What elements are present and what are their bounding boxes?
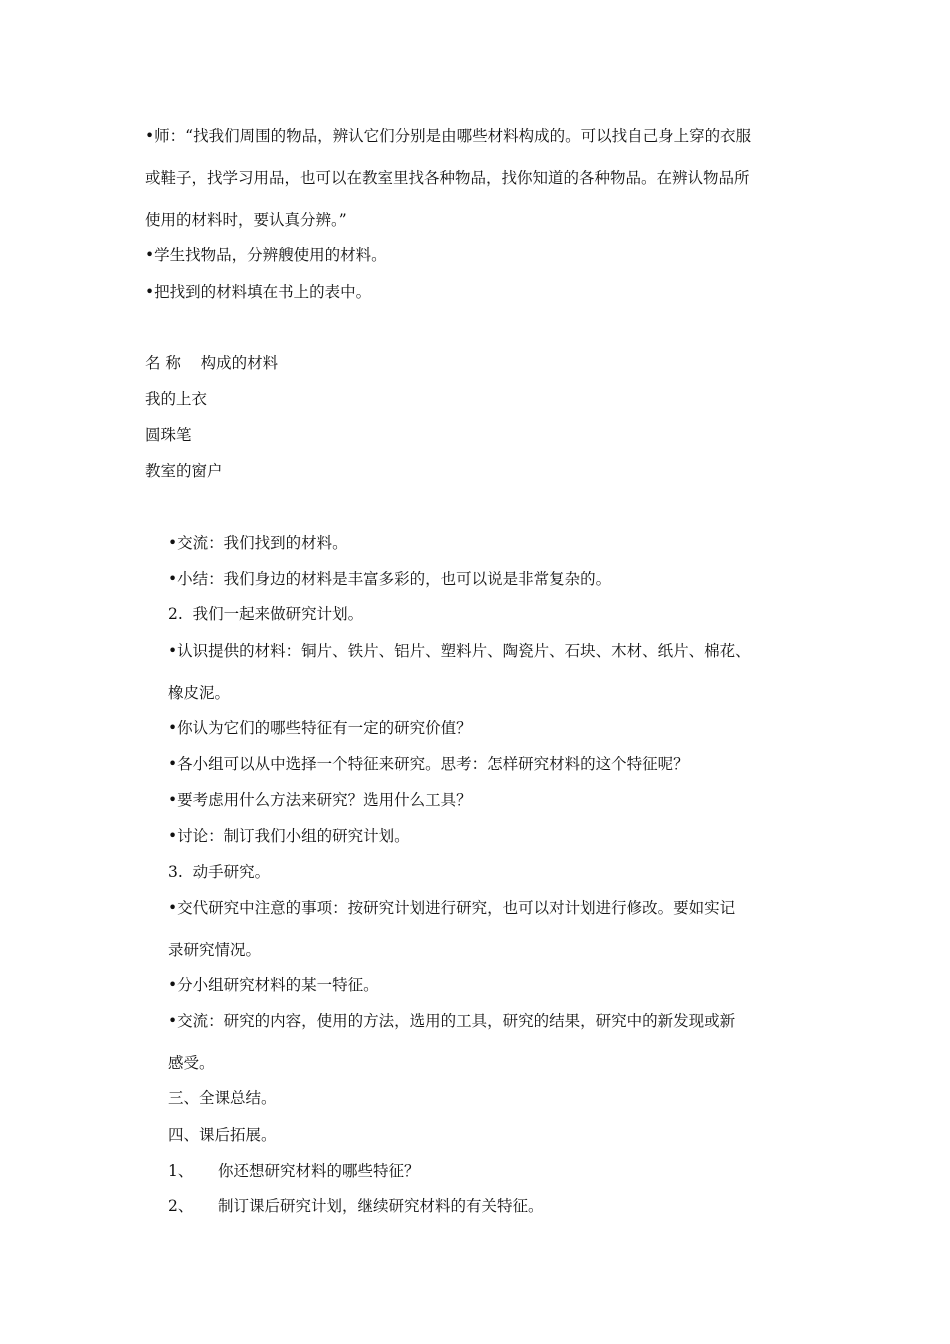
table-row: 教室的窗户 xyxy=(145,462,223,480)
paragraph-line: 录研究情况。 xyxy=(168,941,262,959)
paragraph-line: •交流：研究的内容，使用的方法，选用的工具，研究的结果，研究中的新发现或新 xyxy=(168,1012,736,1030)
paragraph-line: •交流：我们找到的材料。 xyxy=(168,534,348,552)
section-heading: 2. 我们一起来做研究计划。 xyxy=(168,605,364,623)
paragraph-line: •各小组可以从中选择一个特征来研究。思考：怎样研究材料的这个特征呢？ xyxy=(168,755,689,773)
paragraph-line: •小结：我们身边的材料是丰富多彩的，也可以说是非常复杂的。 xyxy=(168,570,612,588)
table-header: 名 称 构成的材料 xyxy=(145,354,279,372)
paragraph-line: 橡皮泥。 xyxy=(168,684,231,702)
section-heading: 3. 动手研究。 xyxy=(168,863,271,881)
paragraph-line: •把找到的材料填在书上的表中。 xyxy=(145,283,372,301)
paragraph-line: 感受。 xyxy=(168,1054,215,1072)
table-row: 我的上衣 xyxy=(145,390,208,408)
paragraph-line: •交代研究中注意的事项：按研究计划进行研究，也可以对计划进行修改。要如实记 xyxy=(168,899,736,917)
paragraph-line: •你认为它们的哪些特征有一定的研究价值？ xyxy=(168,719,472,737)
paragraph-line: •认识提供的材料：铜片、铁片、铝片、塑料片、陶瓷片、石块、木材、纸片、棉花、 xyxy=(168,642,751,660)
paragraph-line: •讨论：制订我们小组的研究计划。 xyxy=(168,827,410,845)
table-row: 圆珠笔 xyxy=(145,426,192,444)
paragraph-line: 或鞋子，找学习用品，也可以在教室里找各种物品，找你知道的各种物品。在辨认物品所 xyxy=(145,169,750,187)
section-heading: 三、全课总结。 xyxy=(168,1089,277,1107)
paragraph-line: •分小组研究材料的某一特征。 xyxy=(168,976,379,994)
section-heading: 四、课后拓展。 xyxy=(168,1126,277,1144)
list-item: 2、 制订课后研究计划，继续研究材料的有关特征。 xyxy=(168,1197,544,1215)
paragraph-line: •要考虑用什么方法来研究？选用什么工具？ xyxy=(168,791,472,809)
paragraph-line: •学生找物品，分辨艘使用的材料。 xyxy=(145,246,387,264)
list-item: 1、 你还想研究材料的哪些特征？ xyxy=(168,1162,420,1180)
paragraph-line: 使用的材料时，要认真分辨。” xyxy=(145,211,347,229)
paragraph-line: •师：“找我们周围的物品，辨认它们分别是由哪些材料构成的。可以找自己身上穿的衣服 xyxy=(145,127,752,145)
